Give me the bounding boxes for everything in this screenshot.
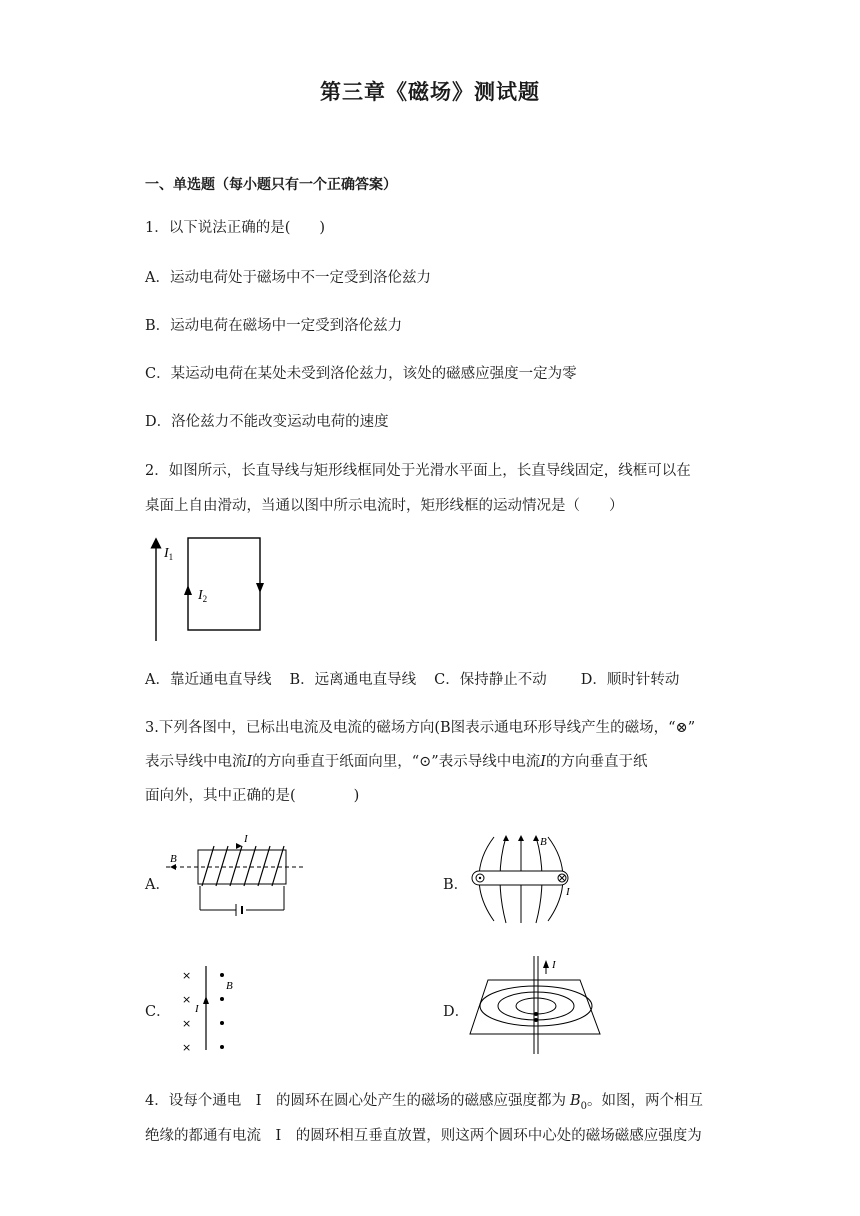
label-i2: $I_2$ <box>198 588 208 604</box>
q3-figure-c-wire <box>176 962 246 1054</box>
q3-stem-line2: 表示导线中电流I的方向垂直于纸面向里，“⊙”表示导线中电流I的方向垂直于纸 <box>145 754 648 770</box>
q2-stem-line1: 2．如图所示，长直导线与矩形线框同处于光滑水平面上，长直导线固定，线框可以在 <box>145 463 691 479</box>
q2-figure-wire-and-loop <box>140 535 280 645</box>
q3-label-b: B． <box>443 877 469 893</box>
q3-label-c: C． <box>145 1004 171 1020</box>
q1-option-c: C．某运动电荷在某处未受到洛伦兹力，该处的磁感应强度一定为零 <box>145 366 577 382</box>
svg-text:B: B <box>540 836 547 848</box>
svg-text:×: × <box>182 969 192 982</box>
q3-figure-b-ring <box>466 833 576 925</box>
page-title: 第三章《磁场》测试题 <box>320 79 540 104</box>
q3-label-a: A． <box>145 877 170 893</box>
q3-figure-a-solenoid <box>166 832 316 922</box>
svg-text:×: × <box>182 1017 192 1030</box>
section-heading: 一、单选题（每小题只有一个正确答案） <box>145 177 397 193</box>
q1-option-a: A．运动电荷处于磁场中不一定受到洛伦兹力 <box>145 270 431 286</box>
svg-text:×: × <box>182 993 192 1006</box>
loop-current-up-arrow <box>184 585 192 595</box>
q3-figure-d-plane <box>468 954 604 1056</box>
svg-text:B: B <box>226 980 233 992</box>
svg-text:×: × <box>182 1041 192 1054</box>
q3-stem-line1: 3.下列各图中，已标出电流及电流的磁场方向(B图表示通电环形导线产生的磁场，“⊗” <box>145 720 696 736</box>
svg-text:B: B <box>170 853 177 865</box>
svg-text:I: I <box>566 886 570 898</box>
q2-option-d: D．顺时针转动 <box>580 672 680 688</box>
q2-stem-line2: 桌面上自由滑动，当通以图中所示电流时，矩形线框的运动情况是（ ） <box>145 498 624 514</box>
svg-text:I: I <box>244 833 248 845</box>
q1-option-b: B．运动电荷在磁场中一定受到洛伦兹力 <box>145 318 403 334</box>
q4-stem-line1: 4．设每个通电 I 的圆环在圆心处产生的磁场的磁感应强度都为 $B_0$。如图，两个相互 <box>145 1093 703 1112</box>
label-i1: $I_1$ <box>164 546 174 562</box>
rectangular-loop <box>188 538 260 630</box>
q1-option-d: D．洛伦兹力不能改变运动电荷的速度 <box>145 414 389 430</box>
q2-options <box>145 668 697 689</box>
q3-stem-line3: 面向外，其中正确的是( ) <box>145 788 360 804</box>
q3-label-d: D． <box>443 1004 470 1020</box>
svg-text:I: I <box>195 1003 199 1015</box>
q2-option-c: C．保持静止不动 <box>434 672 547 688</box>
loop-current-down-arrow <box>256 583 264 593</box>
svg-text:I: I <box>552 959 556 971</box>
q2-option-a: A．靠近通电直导线 <box>145 672 272 688</box>
q1-stem: 1．以下说法正确的是( ) <box>145 220 326 236</box>
q2-option-b: B．远离通电直导线 <box>289 672 417 688</box>
q4-stem-line2: 绝缘的都通有电流 I 的圆环相互垂直放置，则这两个圆环中心处的磁场磁感应强度为 <box>145 1128 702 1144</box>
